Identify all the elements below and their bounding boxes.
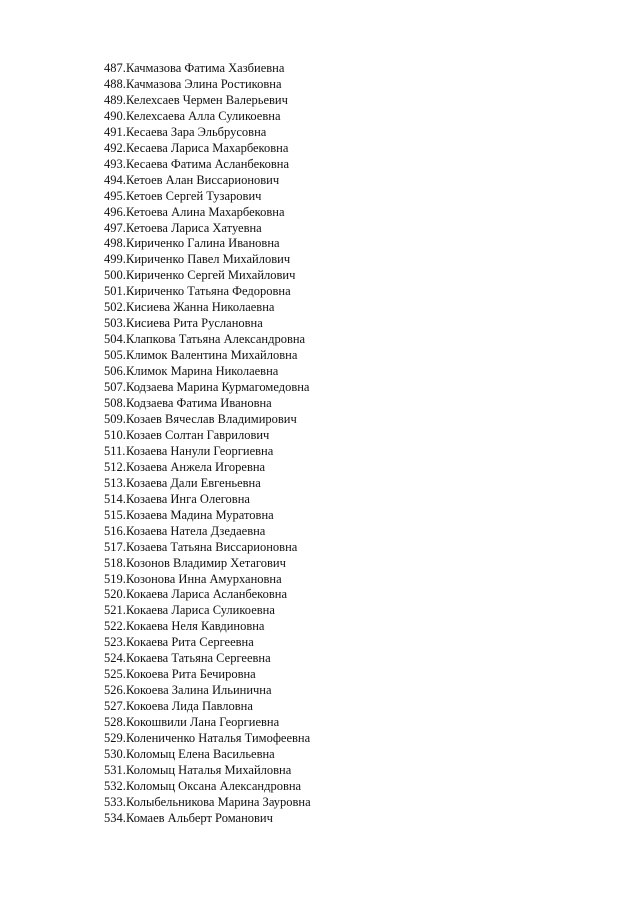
list-item [104,348,311,364]
list-item-number: 499. [104,252,126,267]
list-item-name: Кокоева Залина Ильинична [126,683,272,698]
list-item [104,173,311,189]
list-item-number: 530. [104,746,126,761]
list-item [104,252,311,268]
list-item [104,332,311,348]
list-item-number: 526. [104,683,126,698]
list-item [104,284,311,300]
list-item [104,699,311,715]
list-item [104,508,311,524]
list-item [104,651,311,667]
list-item [104,492,311,508]
list-item [104,61,311,77]
list-item-number: 493. [104,156,126,171]
list-item-number: 507. [104,380,126,395]
list-item-number: 519. [104,571,126,586]
numbered-name-list [104,61,311,827]
list-item-name: Козаева Дали Евгеньевна [126,475,261,490]
list-item-number: 515. [104,507,126,522]
list-item-number: 513. [104,475,126,490]
list-item-number: 487. [104,61,126,75]
list-item-number: 520. [104,587,126,602]
list-item-name: Козонова Инна Амурхановна [126,571,282,586]
list-item [104,811,311,827]
list-item-number: 505. [104,348,126,363]
list-item-name: Кокошвили Лана Георгиевна [126,715,280,730]
list-item-name: Козаев Вячеслав Владимирович [126,411,297,426]
list-item [104,125,311,141]
list-item-name: Келехсаев Чермен Валерьевич [126,92,288,107]
list-item-number: 532. [104,778,126,793]
list-item-name: Кокоева Рита Бечировна [126,667,256,682]
list-item [104,556,311,572]
list-item [104,667,311,683]
list-item [104,141,311,157]
list-item-number: 509. [104,411,126,426]
list-item-number: 503. [104,316,126,331]
list-item-number: 534. [104,810,126,825]
list-item-name: Кириченко Сергей Михайлович [126,268,296,283]
list-item [104,603,311,619]
list-item-name: Клапкова Татьяна Александровна [126,332,306,347]
list-item-name: Козонов Владимир Хетагович [126,555,286,570]
list-item-number: 498. [104,236,126,251]
list-item-name: Колениченко Наталья Тимофеевна [126,731,311,746]
list-item-number: 531. [104,762,126,777]
list-item [104,189,311,205]
list-item-number: 517. [104,539,126,554]
list-item-number: 522. [104,619,126,634]
list-item-name: Кодзаева Марина Курмагомедовна [126,380,310,395]
list-item [104,157,311,173]
list-item [104,763,311,779]
list-item [104,316,311,332]
list-item-number: 514. [104,491,126,506]
list-item-name: Кетоев Сергей Тузарович [126,188,262,203]
list-item-name: Кетоева Лариса Хатуевна [126,220,262,235]
list-item-name: Кетоева Алина Махарбековна [126,204,285,219]
list-item-number: 527. [104,699,126,714]
list-item-name: Кокаева Лариса Суликоевна [126,603,275,618]
list-item [104,412,311,428]
list-item-number: 494. [104,172,126,187]
list-item [104,731,311,747]
list-item-name: Козаева Татьяна Виссарионовна [126,539,298,554]
list-item-name: Климок Марина Николаевна [126,364,279,379]
list-item-name: Качмазова Фатима Хазбиевна [126,61,285,75]
list-item [104,380,311,396]
list-item-name: Козаева Нанули Георгиевна [126,443,274,458]
list-item-number: 521. [104,603,126,618]
list-item-number: 524. [104,651,126,666]
list-item-name: Климок Валентина Михайловна [126,348,298,363]
list-item-name: Кириченко Галина Ивановна [126,236,280,251]
list-item [104,572,311,588]
list-item [104,619,311,635]
list-item-name: Комаев Альберт Романович [126,810,273,825]
list-item-number: 496. [104,204,126,219]
list-item [104,77,311,93]
list-item-number: 508. [104,396,126,411]
list-item-number: 523. [104,635,126,650]
list-item [104,205,311,221]
list-item-name: Козаева Инга Олеговна [126,491,250,506]
list-item-name: Коломыц Наталья Михайловна [126,762,292,777]
list-item-name: Кокаева Неля Кавдиновна [126,619,265,634]
list-item-number: 506. [104,364,126,379]
list-item-name: Кокаева Рита Сергеевна [126,635,254,650]
list-item-name: Кириченко Татьяна Федоровна [126,284,291,299]
list-item-name: Кесаева Фатима Асланбековна [126,156,289,171]
list-item-number: 490. [104,108,126,123]
list-item [104,268,311,284]
list-item-number: 511. [104,443,126,458]
list-item [104,444,311,460]
list-item [104,396,311,412]
list-item [104,795,311,811]
list-item-number: 501. [104,284,126,299]
list-item [104,109,311,125]
list-item-name: Коломыц Елена Васильевна [126,746,275,761]
list-item [104,364,311,380]
list-item-name: Кириченко Павел Михайлович [126,252,291,267]
list-item [104,476,311,492]
list-item-number: 533. [104,794,126,809]
list-item [104,747,311,763]
list-item [104,524,311,540]
list-item-name: Козаева Натела Дзедаевна [126,523,266,538]
list-item-name: Кесаева Лариса Махарбековна [126,140,289,155]
list-item-number: 529. [104,731,126,746]
list-item [104,460,311,476]
list-item-number: 489. [104,92,126,107]
list-item-number: 528. [104,715,126,730]
list-item-name: Козаева Мадина Муратовна [126,507,274,522]
list-item [104,540,311,556]
list-item-name: Кисиева Жанна Николаевна [126,300,275,315]
list-item-name: Кокаева Татьяна Сергеевна [126,651,271,666]
list-item-number: 500. [104,268,126,283]
list-item-number: 492. [104,140,126,155]
list-item-number: 497. [104,220,126,235]
list-item-number: 502. [104,300,126,315]
list-item [104,779,311,795]
list-item [104,236,311,252]
list-item-number: 525. [104,667,126,682]
list-item-number: 491. [104,124,126,139]
list-item-name: Кокаева Лариса Асланбековна [126,587,288,602]
list-item-name: Кодзаева Фатима Ивановна [126,396,272,411]
list-item-name: Козаев Солтан Гаврилович [126,427,270,442]
list-item-name: Коломыц Оксана Александровна [126,778,302,793]
list-item [104,635,311,651]
list-item-number: 510. [104,427,126,442]
list-item-number: 504. [104,332,126,347]
list-item-name: Колыбельникова Марина Зауровна [126,794,311,809]
list-item [104,683,311,699]
list-item [104,221,311,237]
list-item [104,93,311,109]
list-item [104,428,311,444]
list-item-name: Келехсаева Алла Суликоевна [126,108,281,123]
list-item-name: Качмазова Элина Ростиковна [126,76,282,91]
list-item-number: 495. [104,188,126,203]
list-item-number: 488. [104,76,126,91]
list-item-name: Кетоев Алан Виссарионович [126,172,280,187]
list-item [104,715,311,731]
list-item-number: 512. [104,459,126,474]
list-item [104,300,311,316]
list-item-name: Кокоева Лида Павловна [126,699,253,714]
list-item-number: 518. [104,555,126,570]
list-item-name: Кесаева Зара Эльбрусовна [126,124,267,139]
list-item-name: Кисиева Рита Руслановна [126,316,263,331]
list-item-name: Козаева Анжела Игоревна [126,459,266,474]
list-item-number: 516. [104,523,126,538]
list-item [104,587,311,603]
